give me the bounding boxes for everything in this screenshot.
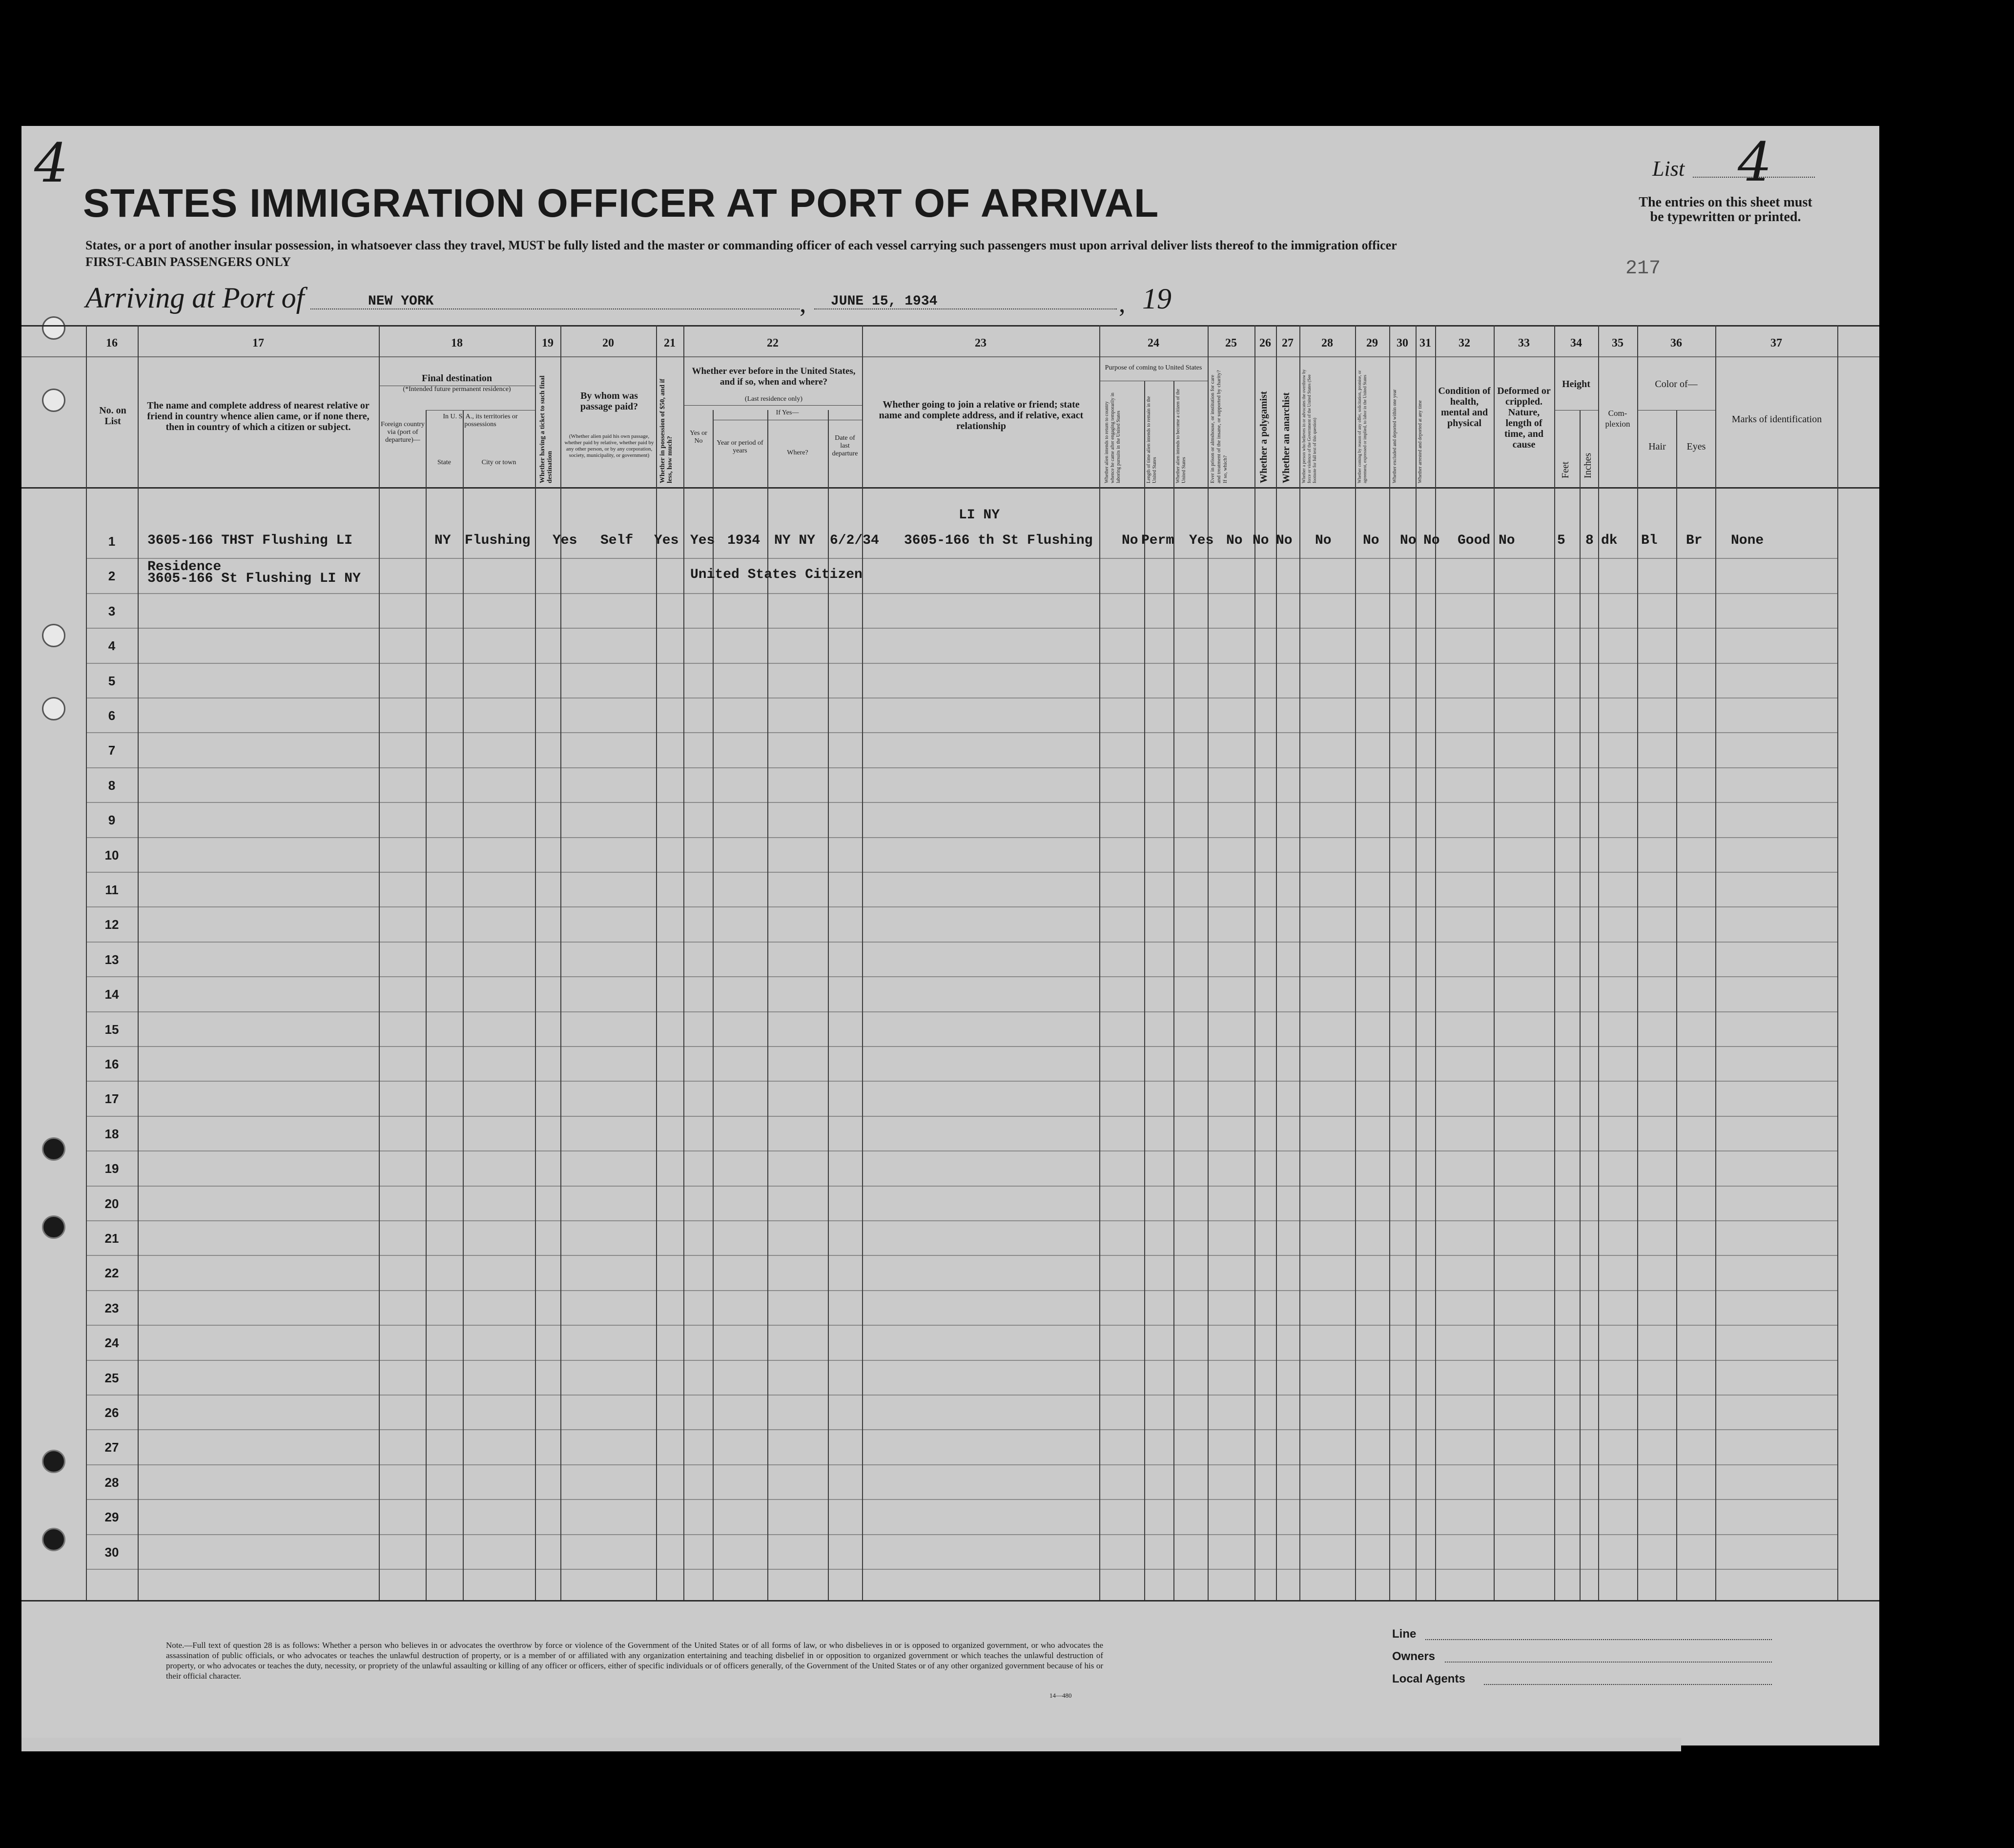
- row-number: 21: [104, 1231, 119, 1246]
- column-divider: [535, 325, 536, 1600]
- typewritten-notice: [1603, 195, 1848, 225]
- column-divider: [1254, 325, 1255, 1600]
- table-row: [86, 942, 1837, 943]
- column-number-divider: [21, 356, 1879, 357]
- header-final-destination: Final destination: [422, 373, 492, 384]
- form-number: 14—480: [1049, 1692, 1072, 1699]
- subheader-divider: [1637, 410, 1715, 411]
- entry-purpose-length: Perm: [1141, 533, 1174, 548]
- punch-hole-icon: [42, 1450, 65, 1473]
- year-prefix: 19: [1142, 283, 1171, 315]
- column-number: 29: [1366, 337, 1378, 349]
- list-label: List: [1652, 157, 1685, 181]
- entry-residence-address: 3605-166 St Flushing LI NY: [147, 571, 361, 586]
- entry-overthrow: No: [1315, 533, 1332, 548]
- header-height: Height: [1562, 379, 1590, 390]
- row-number: 6: [108, 708, 116, 723]
- typewritten-notice-line-2: be typewritten or printed.: [1650, 209, 1801, 225]
- entry-ticket: Yes: [553, 533, 577, 548]
- column-divider: [828, 410, 829, 1600]
- punch-hole-icon: [42, 697, 65, 720]
- punch-hole-icon: [42, 624, 65, 647]
- header-inches: Inches: [1582, 452, 1593, 478]
- entry-complexion: dk: [1601, 533, 1618, 548]
- entry-arrested: No: [1423, 533, 1440, 548]
- table-row: [86, 767, 1837, 768]
- column-divider: [1355, 325, 1356, 1600]
- typewritten-notice-line-1: The entries on this sheet must: [1639, 195, 1812, 210]
- column-number: 16: [106, 337, 118, 349]
- entry-join-address: 3605-166 th St Flushing: [904, 533, 1093, 548]
- table-row: [86, 1046, 1837, 1047]
- row-number: 14: [104, 987, 119, 1002]
- entry-feet: 5: [1557, 533, 1565, 548]
- column-number: 35: [1612, 337, 1624, 349]
- row-number: 4: [108, 638, 116, 654]
- column-divider: [1637, 325, 1638, 1600]
- header-purpose-length: Length of time alien intends to remain in the United States: [1146, 396, 1157, 483]
- row-number: 30: [104, 1544, 119, 1560]
- table-row: [86, 1534, 1837, 1535]
- table-row: [86, 1395, 1837, 1396]
- entry-marks: None: [1731, 533, 1764, 548]
- column-divider: [1554, 325, 1555, 1600]
- column-divider: [1715, 325, 1716, 1600]
- column-divider: [713, 410, 714, 1600]
- header-nearest-relative: The name and complete address of nearest relative or friend in country whence alien came, or if none there, then in country of which a citizen or subject.: [147, 400, 370, 432]
- entry-before-in-us: Yes: [690, 533, 715, 548]
- header-arrested: Whether arrested and deported at any time: [1418, 400, 1423, 483]
- column-number: 33: [1518, 337, 1530, 349]
- column-divider: [862, 325, 863, 1600]
- header-purpose: Purpose of coming to United States: [1105, 364, 1202, 371]
- entry-hair: Bl: [1641, 533, 1658, 548]
- subheader-divider: [1554, 410, 1598, 411]
- entry-inches: 8: [1585, 533, 1594, 548]
- punch-hole-icon: [42, 389, 65, 412]
- header-excluded: Whether excluded and deported within one year: [1392, 389, 1397, 483]
- entry-purpose-return: No: [1122, 533, 1138, 548]
- column-number: 22: [767, 337, 779, 349]
- column-divider: [1208, 325, 1209, 1600]
- table-row: [86, 837, 1837, 838]
- column-divider: [656, 325, 657, 1600]
- entry-labor-offer: No: [1363, 533, 1379, 548]
- entry-passage-paid: Self: [600, 533, 634, 548]
- entry-where: NY NY: [774, 533, 816, 548]
- row-number: 13: [104, 952, 119, 967]
- row-number: 25: [104, 1370, 119, 1385]
- header-city: City or town: [481, 459, 516, 466]
- entry-year: 1934: [727, 533, 760, 548]
- separator: ,: [800, 288, 806, 318]
- row-number: 22: [104, 1266, 119, 1281]
- header-prison: Ever in prison or almshouse, or institution for care and treatment of the insane, or supported by charity? If so, which?: [1210, 370, 1228, 483]
- column-number: 24: [1148, 337, 1159, 349]
- table-row: [86, 1116, 1837, 1117]
- column-divider: [1173, 381, 1174, 1600]
- passenger-class: FIRST-CABIN PASSENGERS ONLY: [85, 255, 291, 269]
- column-number: 21: [664, 337, 676, 349]
- column-number: 37: [1770, 337, 1782, 349]
- owners-field[interactable]: [1445, 1662, 1772, 1663]
- punch-hole-icon: [42, 316, 65, 340]
- header-passage-paid-note: (Whether alien paid his own passage, whether paid by relative, whether paid by any other person, or by any corporation, society, municipality, or government): [564, 433, 654, 458]
- subheader-divider: [426, 410, 535, 411]
- entry-departure-date: 6/2/34: [830, 533, 879, 548]
- column-divider: [1416, 325, 1417, 1600]
- column-number: 36: [1670, 337, 1682, 349]
- local-agents-label: Local Agents: [1392, 1672, 1465, 1685]
- column-divider: [1598, 325, 1599, 1600]
- entry-city: Flushing: [465, 533, 531, 548]
- header-feet: Feet: [1560, 461, 1571, 478]
- header-purpose-citizen: Whether alien intends to become a citizen of the United States: [1175, 389, 1187, 483]
- table-row: [86, 628, 1837, 629]
- header-bottom-border: [21, 487, 1879, 489]
- corner-page-number: 4: [34, 132, 68, 194]
- table-row: [86, 1290, 1837, 1291]
- table-row: [86, 1011, 1837, 1012]
- table-row: [86, 732, 1837, 733]
- header-going-to-join: Whether going to join a relative or friend; state name and complete address, and if relative, exact relationship: [879, 399, 1084, 431]
- list-number: 4: [1738, 131, 1772, 193]
- column-divider: [683, 325, 684, 1600]
- entry-deformed: No: [1499, 533, 1515, 548]
- column-number: 32: [1459, 337, 1470, 349]
- table-row: [86, 1220, 1837, 1221]
- row-number: 1: [108, 534, 116, 549]
- row-number: 17: [104, 1091, 119, 1107]
- entry-polygamist: No: [1253, 533, 1269, 548]
- page-title: STATES IMMIGRATION OFFICER AT PORT OF ARRIVAL: [83, 181, 1159, 226]
- column-divider: [1837, 325, 1838, 1600]
- header-overthrow: Whether a person who believes in or advocates the overthrow by force or violence of the Government of the United States (See footnote for full text of this question): [1301, 369, 1317, 483]
- table-row: [86, 976, 1837, 977]
- row-number: 3: [108, 603, 116, 618]
- entry-join-above: LI NY: [959, 508, 1000, 523]
- column-divider: [560, 325, 561, 1600]
- column-number: 34: [1570, 337, 1582, 349]
- entry-anarchist: No: [1276, 533, 1293, 548]
- row-number: 27: [104, 1440, 119, 1455]
- footnote-question-28: Note.—Full text of question 28 is as follows: Whether a person who believes in or advocates the overthrow by force or violence of the Government of the United States or of all forms of law, or who disbelieves in or is opposed to organized government, or who advocates the assassination of public officials, or who advocates or teaches the unlawful destruction of property, or is a member of or affiliated with any organization entertaining and teaching disbelief in or opposition to organized government or which teaches the unlawful destruction of property, or who advocates or teaches the duty, necessity, or propriety of the unlawful assaulting or killing of any officer or officers, either of specific individuals or of officers generally, of the Government of the United States or of any other organized government because of his or their official character.: [166, 1641, 1103, 1681]
- column-number: 30: [1397, 337, 1408, 349]
- header-in-usa: In U. S. A., its territories or possessions: [443, 413, 518, 428]
- entry-eyes: Br: [1686, 533, 1703, 548]
- separator: ,: [1119, 288, 1126, 318]
- column-number: 27: [1282, 337, 1294, 349]
- header-fifty-dollars: Whether in possession of $50, and if less, how much?: [659, 378, 674, 483]
- row-number: 29: [104, 1510, 119, 1525]
- row-number: 9: [108, 813, 116, 828]
- line-label: Line: [1392, 1627, 1417, 1641]
- entry-money: Yes: [654, 533, 679, 548]
- header-passage-paid: By whom was passage paid?: [580, 390, 638, 412]
- column-divider: [1389, 325, 1390, 1600]
- row-number: 7: [108, 743, 116, 758]
- header-before-in-us: Whether ever before in the United States, and if so, when and where?: [692, 366, 856, 387]
- column-number: 26: [1259, 337, 1271, 349]
- column-divider: [138, 325, 139, 1600]
- sheet-edge: [21, 1738, 1681, 1751]
- column-number: 23: [975, 337, 986, 349]
- table-row: [86, 802, 1837, 803]
- manifest-sheet: [21, 126, 1879, 1745]
- entry-relative-address: 3605-166 THST Flushing LI: [147, 533, 353, 548]
- arrival-date: JUNE 15, 1934: [831, 294, 938, 309]
- entry-prison: No: [1226, 533, 1243, 548]
- table-row: [86, 593, 1837, 594]
- port-value: NEW YORK: [368, 294, 434, 309]
- table-row: [86, 1255, 1837, 1256]
- table-row: [86, 1150, 1837, 1151]
- header-yes-or-no: Yes or No: [690, 430, 707, 445]
- local-agents-field[interactable]: [1484, 1684, 1772, 1685]
- column-number: 18: [451, 337, 463, 349]
- header-date-departure: Date of last departure: [832, 434, 858, 457]
- table-row: [86, 663, 1837, 664]
- entry-health: Good: [1458, 533, 1491, 548]
- row-number: 24: [104, 1335, 119, 1351]
- header-no-on-list: No. on List: [99, 405, 126, 427]
- row-number: 5: [108, 673, 116, 688]
- column-number: 19: [542, 337, 554, 349]
- table-top-border: [21, 325, 1879, 327]
- row-number: 20: [104, 1196, 119, 1211]
- column-number: 31: [1419, 337, 1431, 349]
- header-complexion: Com-plexion: [1605, 409, 1630, 429]
- row-number: 28: [104, 1475, 119, 1490]
- row-number: 23: [104, 1300, 119, 1315]
- entry-purpose-citizen: Yes: [1189, 533, 1214, 548]
- column-divider: [463, 410, 464, 1600]
- column-divider: [767, 410, 768, 1600]
- column-number: 25: [1225, 337, 1237, 349]
- table-row: [86, 1464, 1837, 1465]
- row-number: 2: [108, 569, 116, 584]
- row-number: 15: [104, 1022, 119, 1037]
- table-row: [86, 1569, 1837, 1570]
- header-year-period: Year or period of years: [717, 439, 763, 454]
- entry-residence-label: Residence: [147, 559, 222, 575]
- row-number: 11: [105, 883, 119, 897]
- table-row: [86, 872, 1837, 873]
- stamp-number: 217: [1625, 258, 1661, 280]
- instructions-text: States, or a port of another insular possession, in whatsoever class they travel, MUST be fully listed and the master or commanding officer of each vessel carrying such passengers must upon arrival deliver lists thereof to the immigration officer: [85, 238, 1397, 252]
- table-row: [86, 558, 1837, 559]
- table-row: [86, 1429, 1837, 1430]
- owners-label: Owners: [1392, 1650, 1436, 1663]
- row-number: 26: [104, 1405, 119, 1420]
- column-divider: [1299, 325, 1300, 1600]
- table-row: [86, 1081, 1837, 1082]
- table-row: [86, 1186, 1837, 1187]
- header-purpose-return: Whether alien intends to return to country whence he came after engaging temporarily in laboring pursuits in the United States: [1104, 392, 1121, 483]
- column-divider: [1276, 325, 1277, 1600]
- column-number: 28: [1321, 337, 1333, 349]
- arriving-label: Arriving at Port of: [85, 282, 305, 314]
- subheader-divider: [683, 405, 862, 406]
- column-divider: [1435, 325, 1436, 1600]
- entry-excluded: No: [1400, 533, 1417, 548]
- punch-hole-icon: [42, 1137, 65, 1161]
- column-divider: [1099, 325, 1100, 1600]
- column-number: 17: [252, 337, 264, 349]
- header-before-in-us-note: (Last residence only): [744, 395, 803, 403]
- entry-citizen-note: United States Citizen: [690, 567, 863, 582]
- row-number: 10: [104, 847, 119, 862]
- column-divider: [379, 325, 380, 1600]
- table-bottom-border: [21, 1600, 1879, 1602]
- punch-hole-icon: [42, 1528, 65, 1551]
- row-number: 12: [104, 917, 119, 932]
- row-number: 19: [104, 1161, 119, 1176]
- header-foreign-country: Foreign country via (port of departure)—: [381, 421, 425, 444]
- header-eyes: Eyes: [1686, 441, 1706, 452]
- header-if-yes: If Yes—: [776, 409, 799, 416]
- line-field[interactable]: [1425, 1639, 1772, 1640]
- column-divider: [1580, 410, 1581, 1600]
- column-number: 20: [602, 337, 614, 349]
- table-row: [86, 1499, 1837, 1500]
- header-marks: Marks of identification: [1731, 414, 1822, 425]
- header-polygamist: Whether a polygamist: [1258, 391, 1269, 483]
- row-number: 18: [104, 1126, 119, 1141]
- header-deformed: Deformed or crippled. Nature, length of time, and cause: [1497, 386, 1551, 450]
- header-color-of: Color of—: [1655, 379, 1698, 390]
- table-row: [86, 1360, 1837, 1361]
- column-divider: [1494, 325, 1495, 1600]
- header-labor-offer: Whether coming by reason of any offer, solicitation, promise, or agreement, expressed or implied, to labor in the United States: [1357, 370, 1367, 483]
- header-where: Where?: [787, 449, 808, 456]
- header-health: Condition of health, mental and physical: [1438, 386, 1491, 429]
- header-hair: Hair: [1648, 441, 1666, 452]
- table-row: [86, 1325, 1837, 1326]
- punch-hole-icon: [42, 1215, 65, 1239]
- column-divider: [426, 410, 427, 1600]
- row-number: 8: [108, 778, 116, 793]
- header-ticket: Whether having a ticket to such final destination: [539, 375, 554, 483]
- header-state: State: [437, 459, 451, 466]
- header-anarchist: Whether an anarchist: [1281, 392, 1292, 483]
- entry-state: NY: [434, 533, 451, 548]
- table-row: [86, 906, 1837, 907]
- row-number: 16: [104, 1057, 119, 1071]
- column-divider: [1676, 410, 1677, 1600]
- column-divider: [1144, 381, 1145, 1600]
- header-final-destination-note: (*Intended future permanent residence): [403, 386, 511, 393]
